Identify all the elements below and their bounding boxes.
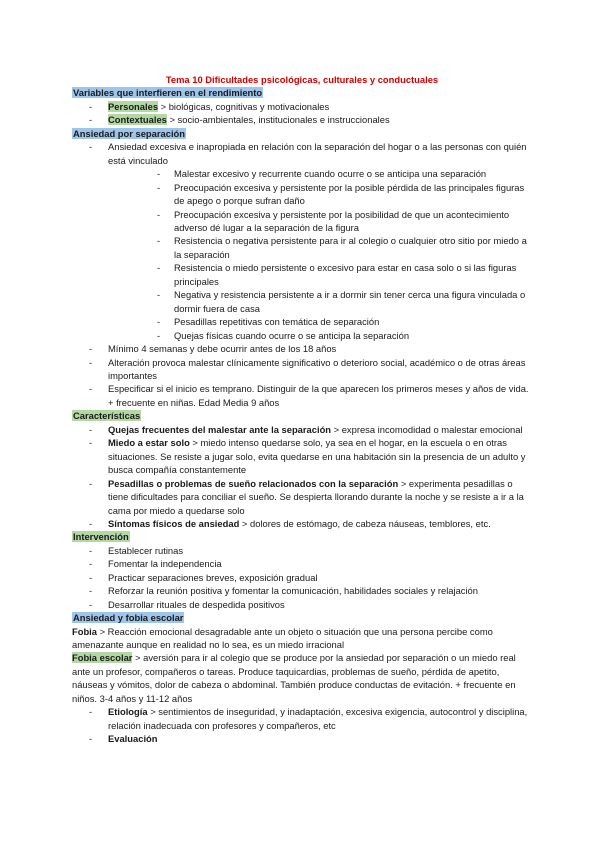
list-item-text: > experimenta pesadillas o tiene dificultades para conciliar el sueño. Se despierta llorando durante la noche y se resiste a ir a la cama por miedo a quedarse solo xyxy=(108,477,524,516)
list-item-text: Preocupación excesiva y persistente por la posibilidad de que un acontecimiento adverso dé lugar a la separación de la figura xyxy=(174,208,510,233)
bullet-dash: - xyxy=(89,383,93,395)
list-item-text: Alteración provoca malestar clínicamente significativo o deterioro social, académico o de otras áreas importantes xyxy=(108,356,526,381)
section-heading-variables: Variables que interfieren en el rendimiento xyxy=(73,87,263,99)
sub-list-item xyxy=(72,167,532,180)
term-label: Fobia xyxy=(72,625,97,637)
paragraph-text: > aversión para ir al colegio que se produce por la ansiedad por separación o un miedo real ante un profesor, compañeros o tareas. Produce taquicardias, problemas de sueño, pérdida de apetito, náuseas y vómitos, dolor de cabeza o abdominal. También produce conductas de evitación. + frecuente en niños. 3-4 años y 11-12 años xyxy=(72,652,516,704)
term-label: Pesadillas o problemas de sueño relacionados con la separación xyxy=(108,477,399,489)
section-heading-ansiedad: Ansiedad por separación xyxy=(73,127,186,139)
bullet-dash: - xyxy=(89,544,93,556)
section-variables xyxy=(72,86,532,126)
bullet-dash: - xyxy=(157,316,161,328)
list-item xyxy=(72,423,532,436)
term-label: Miedo a estar solo xyxy=(108,437,190,449)
bullet-dash: - xyxy=(157,168,161,180)
list-item xyxy=(72,705,532,732)
list-item xyxy=(72,557,532,570)
bullet-dash: - xyxy=(89,558,93,570)
list-item xyxy=(72,342,532,355)
list-item-text: > biológicas, cognitivas y motivacionales xyxy=(158,100,330,112)
list-item xyxy=(72,544,532,557)
paragraph-fobia xyxy=(72,625,532,652)
list-item xyxy=(72,584,532,597)
list-item-text: Ansiedad excesiva e inapropiada en relación con la separación del hogar o a las personas con quién está vinculado xyxy=(108,141,527,166)
list-item xyxy=(72,571,532,584)
list-item xyxy=(72,382,532,409)
paragraph-fobia-escolar xyxy=(72,651,532,705)
term-label: Contextuales xyxy=(108,114,167,126)
bullet-dash: - xyxy=(89,706,93,718)
list-item-text: Especificar si el inicio es temprano. Distinguir de la que aparecen los primeros meses y años de vida. + frecuente en niñas. Edad Media 9 años xyxy=(108,383,529,408)
list-item-text: > miedo intenso quedarse solo, ya sea en el hogar, en la escuela o en otras situaciones. Se resiste a jugar solo, evita quedarse en una habitación sin la presencia de un adulto y busca compañía constantemente xyxy=(108,437,526,476)
list-item xyxy=(72,477,532,517)
bullet-dash: - xyxy=(89,343,93,355)
bullet-dash: - xyxy=(89,517,93,529)
list-item xyxy=(72,356,532,383)
section-caracteristicas xyxy=(72,409,532,530)
document-body xyxy=(72,73,532,746)
bullet-dash: - xyxy=(157,181,161,193)
list-item-text: Practicar separaciones breves, exposición gradual xyxy=(108,571,318,583)
list-item xyxy=(72,732,532,745)
section-heading-intervencion: Intervención xyxy=(73,531,129,543)
list-item-text: Reforzar la reunión positiva y fomentar la comunicación, habilidades sociales y relajación xyxy=(108,585,478,597)
list-item-text: Desarrollar rituales de despedida positivos xyxy=(108,598,285,610)
sub-list-item xyxy=(72,181,532,208)
list-item-text: > socio-ambientales, institucionales e instruccionales xyxy=(166,114,390,126)
section-intervencion xyxy=(72,530,532,611)
list-item-text: Quejas físicas cuando ocurre o se anticipa la separación xyxy=(174,329,410,341)
bullet-dash: - xyxy=(89,598,93,610)
bullet-dash: - xyxy=(89,733,93,745)
list-item-text: Negativa y resistencia persistente a ir a dormir sin tener cerca una figura vinculada o dormir fuera de casa xyxy=(174,289,526,314)
bullet-dash: - xyxy=(89,114,93,126)
bullet-dash: - xyxy=(89,423,93,435)
bullet-dash: - xyxy=(157,208,161,220)
section-heading-fobia: Ansiedad y fobia escolar xyxy=(73,612,184,624)
list-item-text: Fomentar la independencia xyxy=(108,558,222,570)
section-heading-caracteristicas: Características xyxy=(73,410,141,422)
sub-list-item xyxy=(72,234,532,261)
list-item-text: Pesadillas repetitivas con temática de separación xyxy=(174,316,380,328)
bullet-dash: - xyxy=(89,100,93,112)
list-item xyxy=(72,100,532,113)
list-item xyxy=(72,436,532,476)
paragraph-text: > Reacción emocional desagradable ante un objeto o situación que una persona percibe como amenazante aunque en realidad no lo sea, es un miedo irracional xyxy=(72,625,493,651)
term-label: Fobia escolar xyxy=(72,652,133,664)
term-label: Personales xyxy=(108,100,159,112)
term-label: Quejas frecuentes del malestar ante la separación xyxy=(108,423,332,435)
list-item xyxy=(72,140,532,167)
section-fobia xyxy=(72,611,532,746)
page-title: Tema 10 Dificultades psicológicas, culturales y conductuales xyxy=(165,74,439,85)
bullet-dash: - xyxy=(89,477,93,489)
bullet-dash: - xyxy=(89,585,93,597)
list-item-text: > expresa incomodidad o malestar emocional xyxy=(331,423,523,435)
list-item-text: Mínimo 4 semanas y debe ocurrir antes de los 18 años xyxy=(108,343,337,355)
list-item xyxy=(72,517,532,530)
bullet-dash: - xyxy=(157,329,161,341)
sub-list-item xyxy=(72,329,532,342)
list-item xyxy=(72,598,532,611)
list-item-text: Establecer rutinas xyxy=(108,544,184,556)
section-ansiedad xyxy=(72,127,532,410)
sub-list-item xyxy=(72,288,532,315)
list-item-text: Resistencia o negativa persistente para ir al colegio o cualquier otro sitio por miedo a la separación xyxy=(174,235,527,260)
bullet-dash: - xyxy=(157,235,161,247)
list-item-text: Preocupación excesiva y persistente por la posible pérdida de las principales figuras de apego o porque sufran daño xyxy=(174,181,525,207)
sub-list-item xyxy=(72,261,532,288)
sub-list-item xyxy=(72,208,532,235)
bullet-dash: - xyxy=(89,141,93,153)
bullet-dash: - xyxy=(89,437,93,449)
bullet-dash: - xyxy=(157,289,161,301)
term-label: Etiología xyxy=(108,706,148,718)
bullet-dash: - xyxy=(89,571,93,583)
sub-list-item xyxy=(72,315,532,328)
list-item-text: > sentimientos de inseguridad, y inadaptación, excesiva exigencia, autocontrol y disciplina, relación inadecuada con profesores y compañeros, etc xyxy=(108,706,528,731)
term-label: Evaluación xyxy=(108,733,158,745)
bullet-dash: - xyxy=(89,356,93,368)
bullet-dash: - xyxy=(157,262,161,274)
list-item xyxy=(72,113,532,126)
list-item-text: Resistencia o miedo persistente o excesivo para estar en casa solo o si las figuras principales xyxy=(174,262,517,287)
term-label: Síntomas físicos de ansiedad xyxy=(108,517,240,529)
list-item-text: > dolores de estómago, de cabeza náuseas, temblores, etc. xyxy=(239,517,491,529)
list-item-text: Malestar excesivo y recurrente cuando ocurre o se anticipa una separación xyxy=(174,168,487,180)
